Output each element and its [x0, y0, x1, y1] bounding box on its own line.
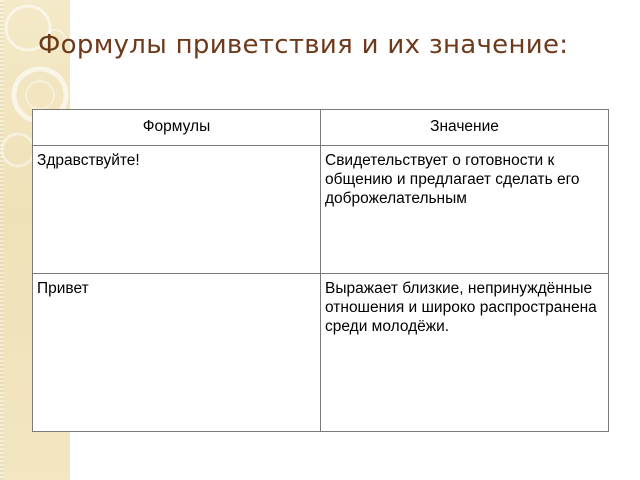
table-row [33, 146, 609, 274]
slide-title: Формулы приветствия и их значение: [38, 30, 569, 60]
meaning-cell: Выражает близкие, непринуждённые отношения и широко распространена среди молодёжи. [321, 274, 609, 432]
table-header-row [33, 110, 609, 146]
table-row [33, 274, 609, 432]
header-meaning: Значение [321, 110, 609, 146]
formula-cell: Здравствуйте! [33, 146, 321, 274]
greetings-table [32, 109, 609, 432]
meaning-cell: Свидетельствует о готовности к общению и предлагает сделать его доброжелательным [321, 146, 609, 274]
formula-cell: Привет [33, 274, 321, 432]
header-formulas: Формулы [33, 110, 321, 146]
